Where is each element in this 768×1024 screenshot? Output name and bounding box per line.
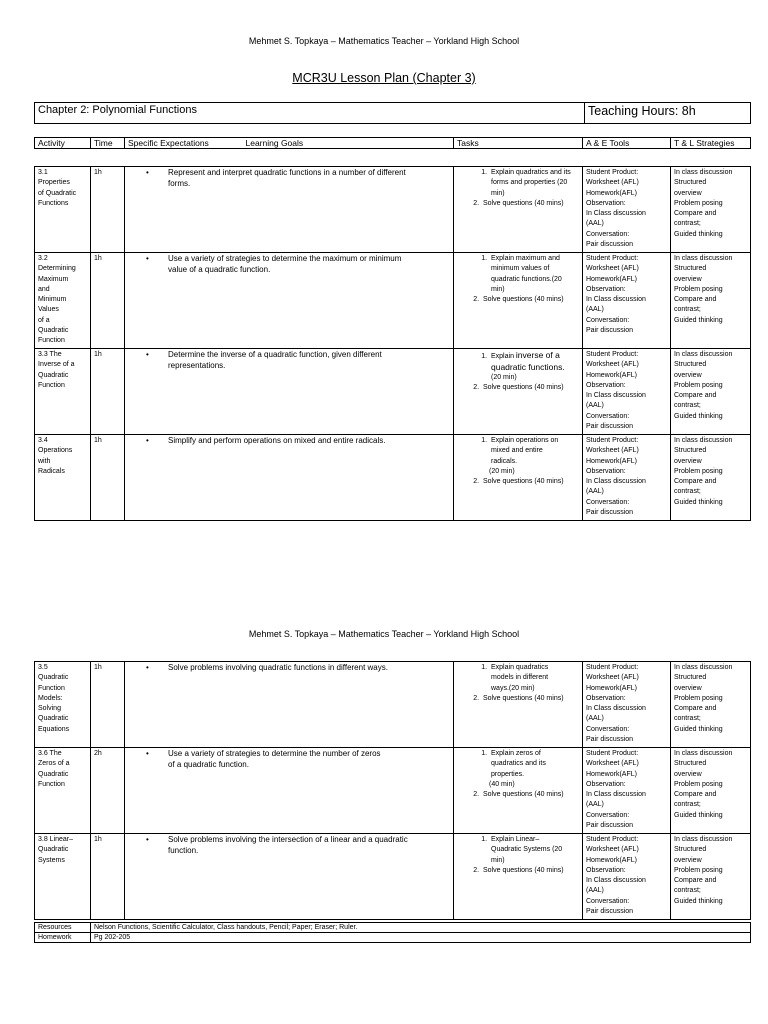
bullet-icon: • bbox=[146, 749, 149, 758]
time-cell: 1h bbox=[91, 834, 125, 920]
task-text: 2. Solve questions (40 mins) bbox=[483, 478, 564, 486]
expectation-text bbox=[168, 749, 381, 770]
activity-line: 3.6 The bbox=[38, 750, 62, 757]
task-text: radicals. bbox=[491, 457, 518, 465]
activity-line: Inverse of a bbox=[38, 361, 75, 369]
tl-strategy-line: overview bbox=[674, 189, 702, 197]
task-item bbox=[489, 749, 579, 780]
ae-tool-line: Conversation: bbox=[586, 897, 630, 905]
ae-tool-line: Student Product: bbox=[586, 437, 639, 444]
tl-strategy-line: Compare and bbox=[674, 210, 717, 218]
task-text: min) bbox=[491, 285, 505, 293]
tl-strategy-line: In class discussion bbox=[674, 664, 733, 671]
expectation-line: of a quadratic function. bbox=[168, 759, 249, 769]
tl-strategy-line: Guided thinking bbox=[674, 316, 723, 324]
ae-tool-line: Conversation: bbox=[586, 230, 630, 238]
activity-line: 3.5 bbox=[38, 664, 48, 671]
task-text: Explain bbox=[491, 353, 514, 360]
tasks-list bbox=[457, 436, 579, 487]
task-item: 2. Solve questions (40 mins) bbox=[481, 383, 579, 393]
task-item bbox=[481, 477, 579, 487]
tl-strategy-line: Compare and bbox=[674, 791, 717, 799]
ae-tool-line: (AAL) bbox=[586, 220, 604, 228]
lesson-row bbox=[35, 349, 751, 435]
expectation-text bbox=[168, 350, 382, 371]
bullet-icon: • bbox=[146, 254, 149, 263]
bullet-icon: • bbox=[146, 663, 149, 672]
ae-tool-line: Homework(AFL) bbox=[586, 275, 637, 283]
activity-line: Models: bbox=[38, 694, 63, 702]
ae-tool-line: (AAL) bbox=[586, 801, 604, 809]
time-cell: 1h bbox=[91, 435, 125, 521]
ae-tool-line: Worksheet (AFL) bbox=[586, 361, 639, 369]
activity-line: Properties bbox=[38, 179, 70, 187]
tasks-cell bbox=[454, 748, 583, 834]
tl-strategy-line: contrast; bbox=[674, 402, 701, 410]
ae-tool-line: Homework(AFL) bbox=[586, 371, 637, 379]
activity-cell bbox=[35, 349, 91, 435]
task-text: (40 min) bbox=[489, 780, 515, 788]
ae-tool-line: Worksheet (AFL) bbox=[586, 760, 639, 768]
expectation-cell bbox=[125, 253, 454, 349]
tasks-list bbox=[457, 254, 579, 305]
expectation-cell bbox=[125, 435, 454, 521]
task-item bbox=[481, 790, 579, 800]
expectation-text bbox=[168, 436, 385, 447]
activity-line: of Quadratic bbox=[38, 189, 77, 197]
task-text: 1. Explain zeros of bbox=[491, 750, 541, 757]
tl-strategy-line: Guided thinking bbox=[674, 811, 723, 819]
expectation-item bbox=[128, 168, 450, 189]
ae-tool-line: Observation: bbox=[586, 381, 626, 389]
tl-strategy-line: Compare and bbox=[674, 296, 717, 304]
tl-strategy-line: overview bbox=[674, 371, 702, 379]
activity-line: Values bbox=[38, 306, 59, 314]
task-text: 1. Explain quadratics and its bbox=[491, 169, 571, 176]
expectation-line: Use a variety of strategies to determine the maximum or minimum bbox=[168, 254, 402, 263]
task-item bbox=[481, 694, 579, 704]
tasks-cell bbox=[454, 253, 583, 349]
ae-tool-line: In Class discussion bbox=[586, 705, 646, 713]
tl-strategy-line: overview bbox=[674, 684, 702, 692]
tasks-list bbox=[457, 168, 579, 209]
task-text: 2. Solve questions (40 mins) bbox=[483, 296, 564, 304]
task-item bbox=[481, 295, 579, 305]
activity-cell bbox=[35, 834, 91, 920]
ae-tool-line: (AAL) bbox=[586, 887, 604, 895]
ae-tools-cell bbox=[583, 748, 671, 834]
activity-line: of a bbox=[38, 316, 50, 324]
tl-strategy-line: contrast; bbox=[674, 887, 701, 895]
activity-line: Systems bbox=[38, 856, 65, 864]
ae-tool-line: In Class discussion bbox=[586, 210, 646, 218]
tl-strategy-line: In class discussion bbox=[674, 437, 733, 444]
tl-strategy-line: Structured bbox=[674, 361, 707, 369]
ae-tool-line: Student Product: bbox=[586, 255, 639, 262]
tl-strategy-line: Compare and bbox=[674, 877, 717, 885]
time-cell: 1h bbox=[91, 253, 125, 349]
ae-tool-line: Student Product: bbox=[586, 750, 639, 757]
task-item bbox=[489, 168, 579, 199]
tl-strategy-line: Guided thinking bbox=[674, 412, 723, 420]
tl-strategy-line: Structured bbox=[674, 674, 707, 682]
tl-strategy-line: Compare and bbox=[674, 392, 717, 400]
activity-line: Maximum bbox=[38, 275, 69, 283]
tasks-list bbox=[457, 663, 579, 704]
expectation-cell bbox=[125, 748, 454, 834]
activity-line: 3.4 bbox=[38, 437, 48, 444]
tl-strategy-line: Problem posing bbox=[674, 381, 723, 389]
lesson-row bbox=[35, 748, 751, 834]
activity-line: Zeros of a bbox=[38, 760, 70, 768]
expectation-line: Use a variety of strategies to determine the number of zeros bbox=[168, 749, 381, 758]
col-tasks: Tasks bbox=[454, 138, 583, 149]
ae-tool-line: (AAL) bbox=[586, 715, 604, 723]
page-title: MCR3U Lesson Plan (Chapter 3) bbox=[292, 71, 476, 85]
expectation-line: Solve problems involving quadratic functions in different ways. bbox=[168, 663, 388, 672]
tl-strategy-line: overview bbox=[674, 457, 702, 465]
expectation-line: forms. bbox=[168, 178, 191, 188]
ae-tools-cell bbox=[583, 253, 671, 349]
col-learning-goals: Learning Goals bbox=[243, 138, 454, 149]
expectation-cell bbox=[125, 167, 454, 253]
tasks-list bbox=[457, 350, 579, 393]
task-item bbox=[481, 199, 579, 209]
time-cell: 1h bbox=[91, 349, 125, 435]
tl-strategy-line: Compare and bbox=[674, 478, 717, 486]
activity-line: Function bbox=[38, 684, 65, 692]
tl-strategy-line: Guided thinking bbox=[674, 897, 723, 905]
tl-strategy-line: Structured bbox=[674, 179, 707, 187]
tl-strategy-line: Problem posing bbox=[674, 199, 723, 207]
tl-strategies-cell bbox=[671, 167, 751, 253]
task-text: mixed and entire bbox=[491, 447, 543, 455]
time-cell: 1h bbox=[91, 662, 125, 748]
activity-line: Quadratic bbox=[38, 327, 69, 335]
tl-strategy-line: overview bbox=[674, 770, 702, 778]
ae-tool-line: Observation: bbox=[586, 199, 626, 207]
activity-line: with bbox=[38, 457, 51, 465]
task-text: Quadratic Systems (20 bbox=[491, 846, 563, 854]
expectation-cell bbox=[125, 662, 454, 748]
task-item bbox=[489, 350, 579, 383]
col-expectations: Specific Expectations bbox=[125, 138, 243, 149]
expectation-item bbox=[128, 663, 450, 674]
task-text: quadratic functions.(20 bbox=[491, 275, 562, 283]
task-text: 2. Solve questions (40 mins) bbox=[483, 791, 564, 799]
tl-strategy-line: In class discussion bbox=[674, 255, 733, 262]
activity-line: Functions bbox=[38, 199, 69, 207]
expectation-item bbox=[128, 436, 450, 447]
ae-tool-line: Worksheet (AFL) bbox=[586, 674, 639, 682]
tl-strategy-line: Problem posing bbox=[674, 780, 723, 788]
ae-tool-line: Observation: bbox=[586, 694, 626, 702]
ae-tool-line: Conversation: bbox=[586, 412, 630, 420]
lesson-table-page2 bbox=[34, 661, 751, 920]
chapter-title: Chapter 2: Polynomial Functions bbox=[35, 103, 585, 124]
activity-line: Quadratic bbox=[38, 674, 69, 682]
tl-strategy-line: contrast; bbox=[674, 715, 701, 723]
activity-cell bbox=[35, 167, 91, 253]
ae-tools-cell bbox=[583, 435, 671, 521]
expectation-item bbox=[128, 749, 450, 770]
expectation-item bbox=[128, 350, 450, 371]
expectation-cell bbox=[125, 834, 454, 920]
expectation-line: Represent and interpret quadratic functions in a number of different bbox=[168, 168, 406, 177]
expectation-line: value of a quadratic function. bbox=[168, 264, 271, 274]
ae-tool-line: Homework(AFL) bbox=[586, 856, 637, 864]
task-text: inverse of a bbox=[515, 350, 560, 360]
tasks-cell bbox=[454, 349, 583, 435]
ae-tool-line: Worksheet (AFL) bbox=[586, 179, 639, 187]
ae-tool-line: Pair discussion bbox=[586, 736, 634, 744]
bullet-icon: • bbox=[146, 168, 149, 177]
ae-tool-line: Pair discussion bbox=[586, 822, 634, 830]
activity-line: Solving bbox=[38, 705, 61, 713]
tl-strategy-line: contrast; bbox=[674, 488, 701, 496]
ae-tool-line: Student Product: bbox=[586, 836, 639, 843]
activity-line: Radicals bbox=[38, 467, 65, 475]
tl-strategies-cell bbox=[671, 662, 751, 748]
ae-tools-cell bbox=[583, 662, 671, 748]
expectation-text bbox=[168, 168, 406, 189]
col-activity: Activity bbox=[35, 138, 91, 149]
expectation-line: representations. bbox=[168, 360, 226, 370]
lesson-row bbox=[35, 834, 751, 920]
ae-tool-line: Conversation: bbox=[586, 811, 630, 819]
ae-tool-line: Student Product: bbox=[586, 664, 639, 671]
lesson-row bbox=[35, 167, 751, 253]
ae-tool-line: Observation: bbox=[586, 285, 626, 293]
activity-line: Quadratic bbox=[38, 770, 69, 778]
ae-tools-cell bbox=[583, 167, 671, 253]
tl-strategy-line: Problem posing bbox=[674, 866, 723, 874]
tl-strategy-line: contrast; bbox=[674, 306, 701, 314]
homework-value: Pg 202-205 bbox=[91, 933, 751, 943]
activity-line: 3.3 The bbox=[38, 351, 62, 358]
tasks-cell bbox=[454, 662, 583, 748]
tl-strategy-line: In class discussion bbox=[674, 169, 733, 176]
lesson-row bbox=[35, 662, 751, 748]
tl-strategy-line: contrast; bbox=[674, 220, 701, 228]
tasks-cell bbox=[454, 435, 583, 521]
task-item bbox=[489, 663, 579, 694]
task-text: ways.(20 min) bbox=[491, 684, 535, 692]
ae-tool-line: Homework(AFL) bbox=[586, 457, 637, 465]
ae-tool-line: (AAL) bbox=[586, 306, 604, 314]
ae-tool-line: Conversation: bbox=[586, 725, 630, 733]
task-text: quadratics and its bbox=[491, 760, 546, 768]
ae-tool-line: Pair discussion bbox=[586, 509, 634, 517]
tasks-list bbox=[457, 749, 579, 800]
tl-strategy-line: In class discussion bbox=[674, 750, 733, 757]
ae-tool-line: Observation: bbox=[586, 780, 626, 788]
expectation-item bbox=[128, 835, 450, 856]
ae-tool-line: In Class discussion bbox=[586, 877, 646, 885]
ae-tool-line: (AAL) bbox=[586, 402, 604, 410]
ae-tool-line: Worksheet (AFL) bbox=[586, 265, 639, 273]
tl-strategy-line: In class discussion bbox=[674, 351, 733, 358]
ae-tool-line: Worksheet (AFL) bbox=[586, 447, 639, 455]
task-text: properties. bbox=[491, 770, 525, 778]
ae-tool-line: In Class discussion bbox=[586, 296, 646, 304]
ae-tool-line: Homework(AFL) bbox=[586, 189, 637, 197]
col-time: Time bbox=[91, 138, 125, 149]
activity-line: and bbox=[38, 285, 50, 293]
task-text: quadratic functions. bbox=[491, 362, 565, 373]
activity-line: Quadratic bbox=[38, 371, 69, 379]
ae-tool-line: Worksheet (AFL) bbox=[586, 846, 639, 854]
resources-value: Nelson Functions, Scientific Calculator, Class handouts, Pencil; Paper; Eraser; Ruler. bbox=[91, 923, 751, 933]
tasks-cell bbox=[454, 834, 583, 920]
task-text: min) bbox=[491, 189, 505, 197]
expectation-item bbox=[128, 254, 450, 275]
tl-strategy-line: Structured bbox=[674, 447, 707, 455]
ae-tool-line: Conversation: bbox=[586, 498, 630, 506]
ae-tools-cell bbox=[583, 834, 671, 920]
tl-strategy-line: Guided thinking bbox=[674, 498, 723, 506]
task-item bbox=[489, 254, 579, 295]
tl-strategy-line: Structured bbox=[674, 265, 707, 273]
expectation-cell bbox=[125, 349, 454, 435]
tl-strategies-cell bbox=[671, 748, 751, 834]
page-header: Mehmet S. Topkaya – Mathematics Teacher – Yorkland High School bbox=[248, 36, 520, 46]
ae-tool-line: Student Product: bbox=[586, 351, 639, 358]
task-text: forms and properties (20 bbox=[491, 179, 568, 187]
activity-cell bbox=[35, 662, 91, 748]
expectation-text bbox=[168, 835, 408, 856]
ae-tool-line: Homework(AFL) bbox=[586, 770, 637, 778]
activity-cell bbox=[35, 435, 91, 521]
expectation-text bbox=[168, 254, 401, 275]
expectation-text bbox=[168, 663, 388, 674]
tl-strategies-cell bbox=[671, 253, 751, 349]
activity-line: Quadratic bbox=[38, 715, 69, 723]
activity-line: Determining bbox=[38, 265, 76, 273]
lesson-table-page1 bbox=[34, 166, 751, 521]
task-text: 2. Solve questions (40 mins) bbox=[483, 199, 564, 207]
tl-strategy-line: overview bbox=[674, 275, 702, 283]
task-text: min) bbox=[491, 856, 505, 864]
time-cell: 2h bbox=[91, 748, 125, 834]
ae-tool-line: Pair discussion bbox=[586, 327, 634, 335]
activity-line: 3.2 bbox=[38, 255, 48, 262]
activity-line: Function bbox=[38, 337, 65, 345]
task-text: (20 min) bbox=[491, 373, 517, 381]
task-text: 1. Explain Linear– bbox=[491, 836, 540, 843]
tl-strategy-line: Problem posing bbox=[674, 285, 723, 293]
tl-strategy-line: Guided thinking bbox=[674, 230, 723, 238]
ae-tools-cell bbox=[583, 349, 671, 435]
tl-strategies-cell bbox=[671, 349, 751, 435]
tl-strategy-line: Compare and bbox=[674, 705, 717, 713]
ae-tool-line: Pair discussion bbox=[586, 423, 634, 431]
activity-line: Minimum bbox=[38, 296, 67, 304]
resources-label: Resources bbox=[35, 923, 91, 933]
ae-tool-line: Conversation: bbox=[586, 316, 630, 324]
ae-tool-line: Pair discussion bbox=[586, 908, 634, 916]
activity-cell bbox=[35, 748, 91, 834]
expectation-line: function. bbox=[168, 845, 199, 855]
task-text: 1. Explain quadratics bbox=[491, 664, 549, 671]
expectation-line: Simplify and perform operations on mixed and entire radicals. bbox=[168, 436, 386, 445]
activity-line: Function bbox=[38, 780, 65, 788]
task-text: 2. Solve questions (40 mins) bbox=[483, 694, 564, 702]
ae-tool-line: Observation: bbox=[586, 866, 626, 874]
activity-line: Function bbox=[38, 381, 65, 389]
ae-tool-line: (AAL) bbox=[586, 488, 604, 496]
tasks-list bbox=[457, 835, 579, 876]
time-cell: 1h bbox=[91, 167, 125, 253]
tl-strategy-line: Problem posing bbox=[674, 694, 723, 702]
col-tl-strategies: T & L Strategies bbox=[671, 138, 751, 149]
tasks-cell bbox=[454, 167, 583, 253]
chapter-table bbox=[34, 102, 751, 124]
page-header-2: Mehmet S. Topkaya – Mathematics Teacher – Yorkland High School bbox=[248, 629, 520, 639]
column-header-table bbox=[34, 137, 751, 149]
bullet-icon: • bbox=[146, 436, 149, 445]
tl-strategy-line: Guided thinking bbox=[674, 725, 723, 733]
task-text: 2. Solve questions (40 mins) bbox=[483, 866, 564, 874]
task-text: (20 min) bbox=[489, 467, 515, 475]
activity-line: 3.1 bbox=[38, 169, 48, 176]
ae-tool-line: In Class discussion bbox=[586, 478, 646, 486]
ae-tool-line: In Class discussion bbox=[586, 392, 646, 400]
expectation-line: Determine the inverse of a quadratic function, given different bbox=[168, 350, 382, 359]
task-text: models in different bbox=[491, 674, 549, 682]
bullet-icon: • bbox=[146, 835, 149, 844]
footer-table bbox=[34, 922, 751, 943]
ae-tool-line: Student Product: bbox=[586, 169, 639, 176]
tl-strategy-line: Structured bbox=[674, 846, 707, 854]
tl-strategy-line: contrast; bbox=[674, 801, 701, 809]
ae-tool-line: Homework(AFL) bbox=[586, 684, 637, 692]
lesson-row bbox=[35, 435, 751, 521]
ae-tool-line: Pair discussion bbox=[586, 241, 634, 249]
bullet-icon: • bbox=[146, 350, 149, 359]
activity-line: Operations bbox=[38, 447, 73, 455]
teaching-hours: Teaching Hours: 8h bbox=[585, 103, 751, 124]
task-item bbox=[489, 835, 579, 866]
activity-line: Quadratic bbox=[38, 846, 69, 854]
col-ae-tools: A & E Tools bbox=[583, 138, 671, 149]
task-text: 1. Explain operations on bbox=[491, 437, 559, 444]
ae-tool-line: Observation: bbox=[586, 467, 626, 475]
activity-cell bbox=[35, 253, 91, 349]
lesson-row bbox=[35, 253, 751, 349]
expectation-line: Solve problems involving the intersection of a linear and a quadratic bbox=[168, 835, 408, 844]
task-item bbox=[481, 866, 579, 876]
ae-tool-line: In Class discussion bbox=[586, 791, 646, 799]
task-text: minimum values of bbox=[491, 265, 550, 273]
task-text: 1. Explain maximum and bbox=[491, 255, 560, 262]
activity-line: 3.8 Linear– bbox=[38, 836, 74, 843]
tl-strategy-line: In class discussion bbox=[674, 836, 733, 843]
tl-strategy-line: Problem posing bbox=[674, 467, 723, 475]
homework-label: Homework bbox=[35, 933, 91, 943]
tl-strategies-cell bbox=[671, 435, 751, 521]
tl-strategies-cell bbox=[671, 834, 751, 920]
tl-strategy-line: Structured bbox=[674, 760, 707, 768]
task-item bbox=[489, 436, 579, 467]
tl-strategy-line: overview bbox=[674, 856, 702, 864]
activity-line: Equations bbox=[38, 725, 70, 733]
